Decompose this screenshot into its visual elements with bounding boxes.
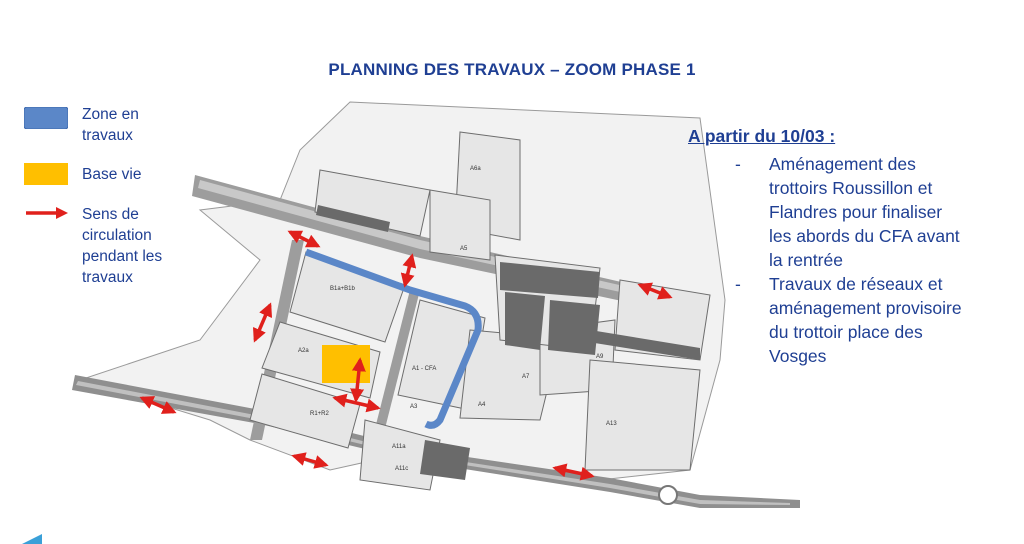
notes-heading: A partir du 10/03 : xyxy=(688,126,836,146)
note-text: Travaux de réseaux et aménagement provisoire du trottoir place des Vosges xyxy=(769,274,962,366)
legend-label-sens-circulation: Sens de circulation pendant les travaux xyxy=(82,206,163,286)
label-a4: A4 xyxy=(478,402,486,408)
label-a3: A3 xyxy=(410,404,418,410)
label-b1: B1a+B1b xyxy=(330,286,355,292)
bullet-dash: - xyxy=(735,274,741,294)
label-r1r2: R1+R2 xyxy=(310,411,329,417)
note-text: Aménagement des trottoirs Roussillon et Flandres pour finaliser les abords du CFA avant la rentrée xyxy=(769,154,960,270)
label-a2: A2a xyxy=(298,348,309,354)
label-a1: A1 - CFA xyxy=(412,366,437,372)
label-a11c: A11c xyxy=(395,466,409,472)
label-a5: A5 xyxy=(460,246,468,252)
page-title: PLANNING DES TRAVAUX – ZOOM PHASE 1 xyxy=(328,60,696,79)
legend-label-zone-travaux: Zone en travaux xyxy=(82,106,139,144)
note-item xyxy=(688,272,969,368)
label-a13: A13 xyxy=(606,421,617,427)
notes-panel xyxy=(688,124,969,368)
note-item xyxy=(688,152,969,272)
base-vie-area xyxy=(322,345,370,383)
legend-label-base-vie: Base vie xyxy=(82,166,142,183)
label-a6: A6a xyxy=(470,166,481,172)
label-a9: A9 xyxy=(596,354,604,360)
bullet-dash: - xyxy=(735,154,741,174)
roundabout xyxy=(659,486,677,504)
corner-triangle-icon xyxy=(22,534,46,544)
label-a11a: A11a xyxy=(392,444,406,450)
label-a7: A7 xyxy=(522,374,530,380)
